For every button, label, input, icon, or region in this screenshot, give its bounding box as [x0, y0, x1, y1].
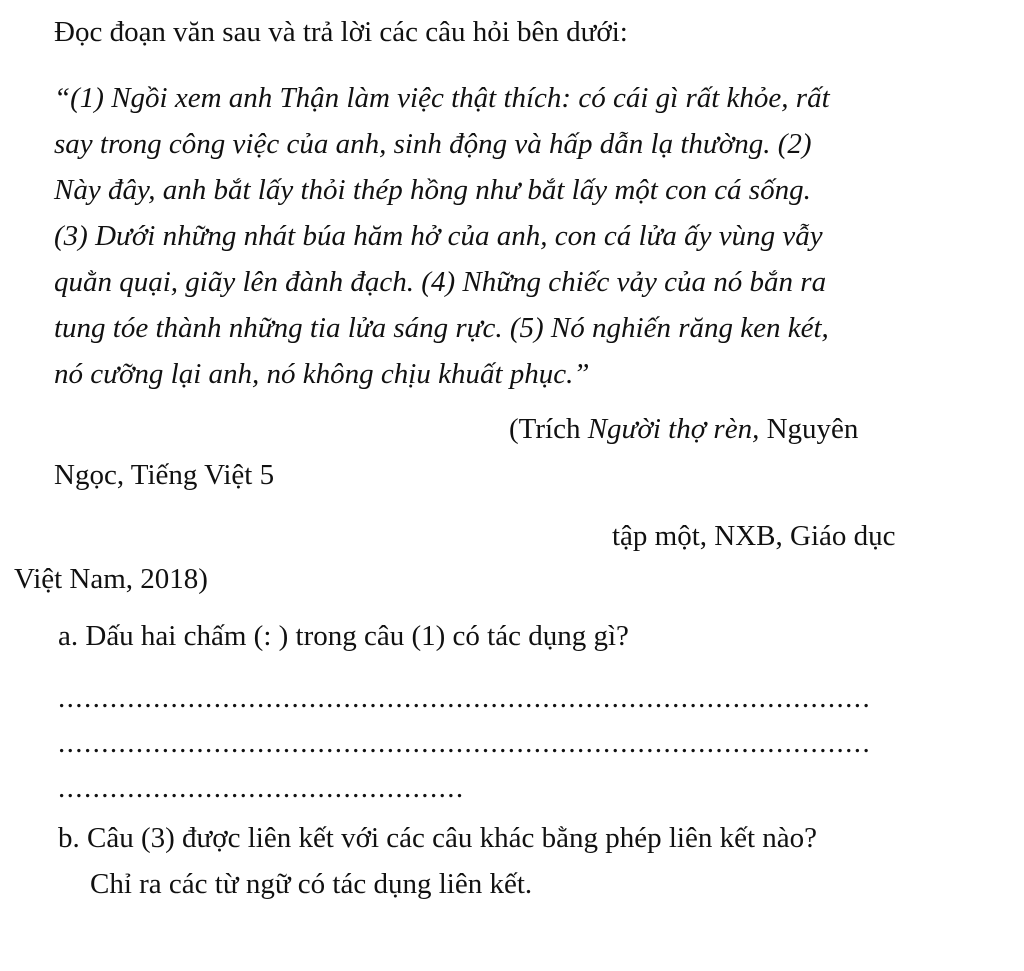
citation-open: (Trích [509, 413, 588, 445]
question-b-text: Chỉ ra các từ ngữ có tác dụng liên kết. [90, 868, 533, 900]
passage-line: (3) Dưới những nhát búa hăm hở của anh, con cá lửa ấy vùng vẫy [54, 220, 823, 252]
citation-line: Ngọc, Tiếng Việt 5 [54, 459, 275, 491]
citation-line: tập một, NXB, Giáo dục [612, 520, 896, 552]
answer-line[interactable]: .............................................................................................. [58, 682, 872, 714]
passage-line: “(1) Ngồi xem anh Thận làm việc thật thích: có cái gì rất khỏe, rất [54, 82, 830, 114]
answer-line[interactable]: ............................................... [58, 772, 465, 804]
citation-title: Người thợ rèn, [587, 413, 760, 445]
citation-line [509, 411, 858, 447]
passage-line: say trong công việc của anh, sinh động và hấp dẫn lạ thường. (2) [54, 128, 812, 160]
citation-line: Việt Nam, 2018) [14, 563, 208, 595]
passage-line: quằn quại, giãy lên đành đạch. (4) Những chiếc vảy của nó bắn ra [54, 266, 827, 298]
passage-line: nó cưỡng lại anh, nó không chịu khuất phục.” [54, 358, 590, 390]
passage-line: Này đây, anh bắt lấy thỏi thép hồng như bắt lấy một con cá sống. [54, 174, 811, 206]
answer-line[interactable]: .............................................................................................. [58, 727, 872, 759]
passage-line: tung tóe thành những tia lửa sáng rực. (5) Nó nghiến răng ken két, [54, 312, 829, 344]
citation-author-first: Nguyên [759, 413, 859, 445]
instruction-text: Đọc đoạn văn sau và trả lời các câu hỏi bên dưới: [54, 16, 628, 48]
question-b-text: b. Câu (3) được liên kết với các câu khác bằng phép liên kết nào? [58, 822, 818, 854]
question-a-text: a. Dấu hai chấm (: ) trong câu (1) có tác dụng gì? [58, 620, 629, 652]
